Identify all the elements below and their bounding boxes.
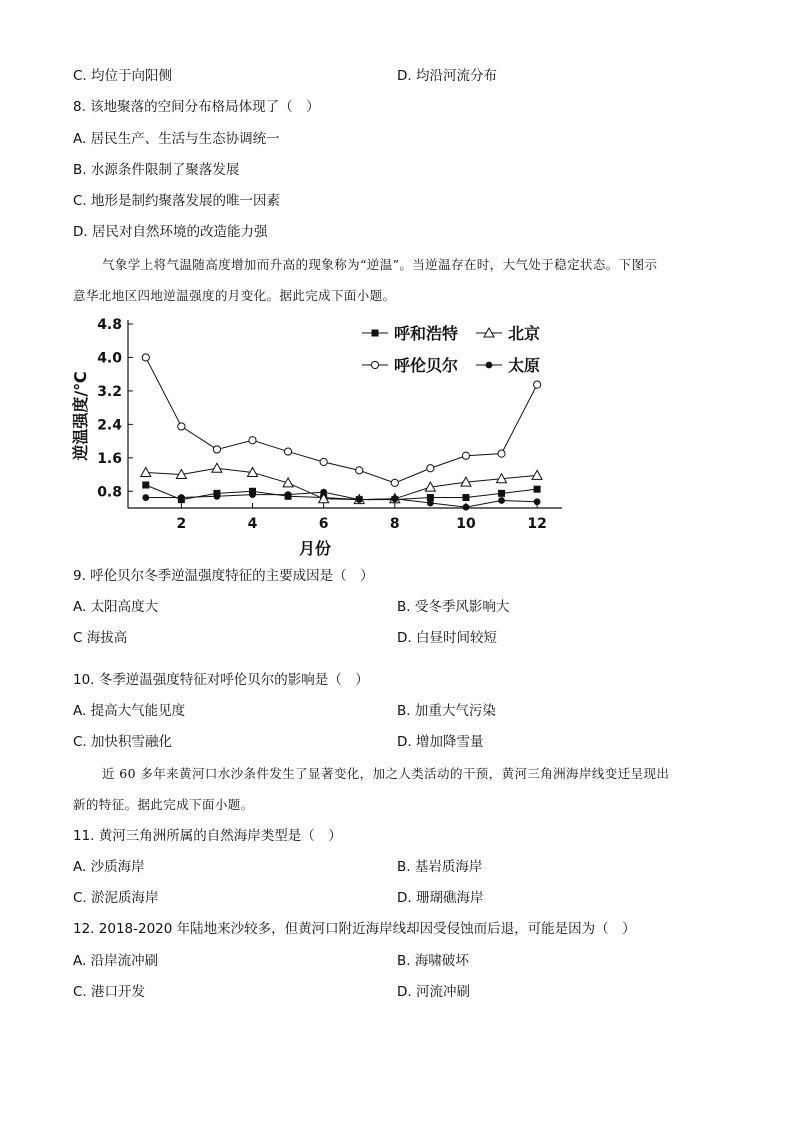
- legend-marker: [371, 361, 378, 368]
- q11-option-d: D. 珊瑚礁海岸: [397, 890, 484, 906]
- q11-option-a: A. 沙质海岸: [73, 859, 145, 875]
- q7-option-d: D. 均沿河流分布: [397, 68, 497, 84]
- q10-option-c: C. 加快积雪融化: [73, 734, 173, 750]
- data-point-series-3: [214, 493, 221, 500]
- x-tick-label: 2: [176, 516, 187, 532]
- data-point-series-3: [534, 498, 541, 505]
- data-point-series-2: [249, 437, 256, 444]
- x-tick-label: 10: [456, 516, 476, 532]
- q8-option-a: A. 居民生产、生活与生态协调统一: [73, 131, 280, 147]
- data-point-series-1: [141, 467, 151, 476]
- data-point-series-0: [498, 490, 505, 497]
- series-line-2: [146, 357, 537, 482]
- inversion-intensity-chart: [66, 310, 586, 562]
- data-point-series-1: [212, 463, 222, 472]
- q8-option-d: D. 居民对自然环境的改造能力强: [73, 224, 268, 240]
- q8-option-c: C. 地形是制约聚落发展的唯一因素: [73, 193, 281, 209]
- y-tick-label: 3.2: [97, 383, 122, 400]
- y-tick-label: 4.0: [97, 350, 122, 367]
- q8-option-b: B. 水源条件限制了聚落发展: [73, 162, 240, 178]
- data-point-series-0: [534, 486, 541, 493]
- data-point-series-3: [249, 491, 256, 498]
- q12-option-d: D. 河流冲刷: [397, 984, 470, 1000]
- data-point-series-2: [142, 354, 149, 361]
- data-point-series-2: [320, 458, 327, 465]
- data-point-series-2: [462, 452, 469, 459]
- q9-option-c: C 海拔高: [73, 630, 128, 646]
- passage2-line2: 新的特征。据此完成下面小题。: [73, 797, 254, 812]
- data-point-series-2: [284, 448, 291, 455]
- q9-stem: 9. 呼伦贝尔冬季逆温强度特征的主要成因是（ ）: [73, 568, 374, 584]
- passage1-line2: 意华北地区四地逆温强度的月变化。据此完成下面小题。: [73, 288, 396, 303]
- q7-option-c: C. 均位于向阳侧: [73, 68, 173, 84]
- x-axis-label: 月份: [298, 539, 332, 558]
- passage1-line1: 气象学上将气温随高度增加而升高的现象称为“逆温”。当逆温存在时，大气处于稳定状态。下图示: [102, 257, 658, 272]
- q12-option-a: A. 沿岸流冲刷: [73, 953, 159, 969]
- legend-label: 太原: [508, 356, 541, 375]
- y-tick-label: 0.8: [97, 484, 122, 501]
- y-axis-label: 逆温强度/℃: [71, 371, 90, 461]
- y-tick-label: 4.8: [97, 317, 122, 333]
- data-point-series-2: [213, 446, 220, 453]
- x-tick-label: 6: [318, 516, 329, 532]
- data-point-series-2: [498, 450, 505, 457]
- data-point-series-3: [498, 497, 505, 504]
- data-point-series-1: [283, 478, 293, 487]
- data-point-series-3: [142, 494, 149, 501]
- legend-marker: [486, 362, 493, 369]
- q12-option-b: B. 海啸破坏: [397, 953, 469, 969]
- data-point-series-0: [142, 482, 149, 489]
- data-point-series-3: [463, 504, 470, 511]
- data-point-series-3: [320, 489, 327, 496]
- q11-stem: 11. 黄河三角洲所属的自然海岸类型是（ ）: [73, 828, 342, 844]
- x-tick-label: 4: [247, 516, 258, 532]
- data-point-series-2: [533, 381, 540, 388]
- q12-option-c: C. 港口开发: [73, 984, 146, 1000]
- data-point-series-3: [391, 495, 398, 502]
- data-point-series-2: [356, 467, 363, 474]
- legend-label: 呼伦贝尔: [394, 356, 459, 375]
- q10-option-d: D. 增加降雪量: [397, 734, 484, 750]
- data-point-series-3: [427, 500, 434, 507]
- x-tick-label: 8: [389, 516, 400, 532]
- legend-marker: [372, 330, 379, 337]
- x-tick-label: 12: [527, 516, 547, 532]
- q8-stem: 8. 该地聚落的空间分布格局体现了（ ）: [73, 99, 320, 115]
- data-point-series-2: [178, 423, 185, 430]
- q10-stem: 10. 冬季逆温强度特征对呼伦贝尔的影响是（ ）: [73, 672, 369, 688]
- data-point-series-0: [462, 494, 469, 501]
- data-point-series-3: [178, 494, 185, 501]
- y-tick-label: 1.6: [97, 450, 122, 467]
- series-line-1: [146, 468, 537, 499]
- legend-label: 呼和浩特: [394, 324, 459, 343]
- data-point-series-3: [285, 491, 292, 498]
- series-line-0: [146, 485, 537, 500]
- q9-option-d: D. 白昼时间较短: [397, 630, 497, 646]
- data-point-series-1: [532, 470, 542, 479]
- q10-option-b: B. 加重大气污染: [397, 703, 496, 719]
- y-tick-label: 2.4: [97, 417, 122, 434]
- data-point-series-2: [427, 465, 434, 472]
- q9-option-a: A. 太阳高度大: [73, 599, 159, 615]
- data-point-series-3: [356, 496, 363, 503]
- q9-option-b: B. 受冬季风影响大: [397, 599, 510, 615]
- data-point-series-2: [391, 479, 398, 486]
- q11-option-b: B. 基岩质海岸: [397, 859, 483, 875]
- q10-option-a: A. 提高大气能见度: [73, 703, 186, 719]
- legend-label: 北京: [508, 324, 541, 343]
- passage2-line1: 近 60 多年来黄河口水沙条件发生了显著变化，加之人类活动的干预，黄河三角洲海岸线变迁呈现出: [102, 766, 670, 781]
- q12-stem: 12. 2018-2020 年陆地来沙较多，但黄河口附近海岸线却因受侵蚀而后退，可能是因为（ ）: [73, 921, 636, 937]
- q11-option-c: C. 淤泥质海岸: [73, 890, 159, 906]
